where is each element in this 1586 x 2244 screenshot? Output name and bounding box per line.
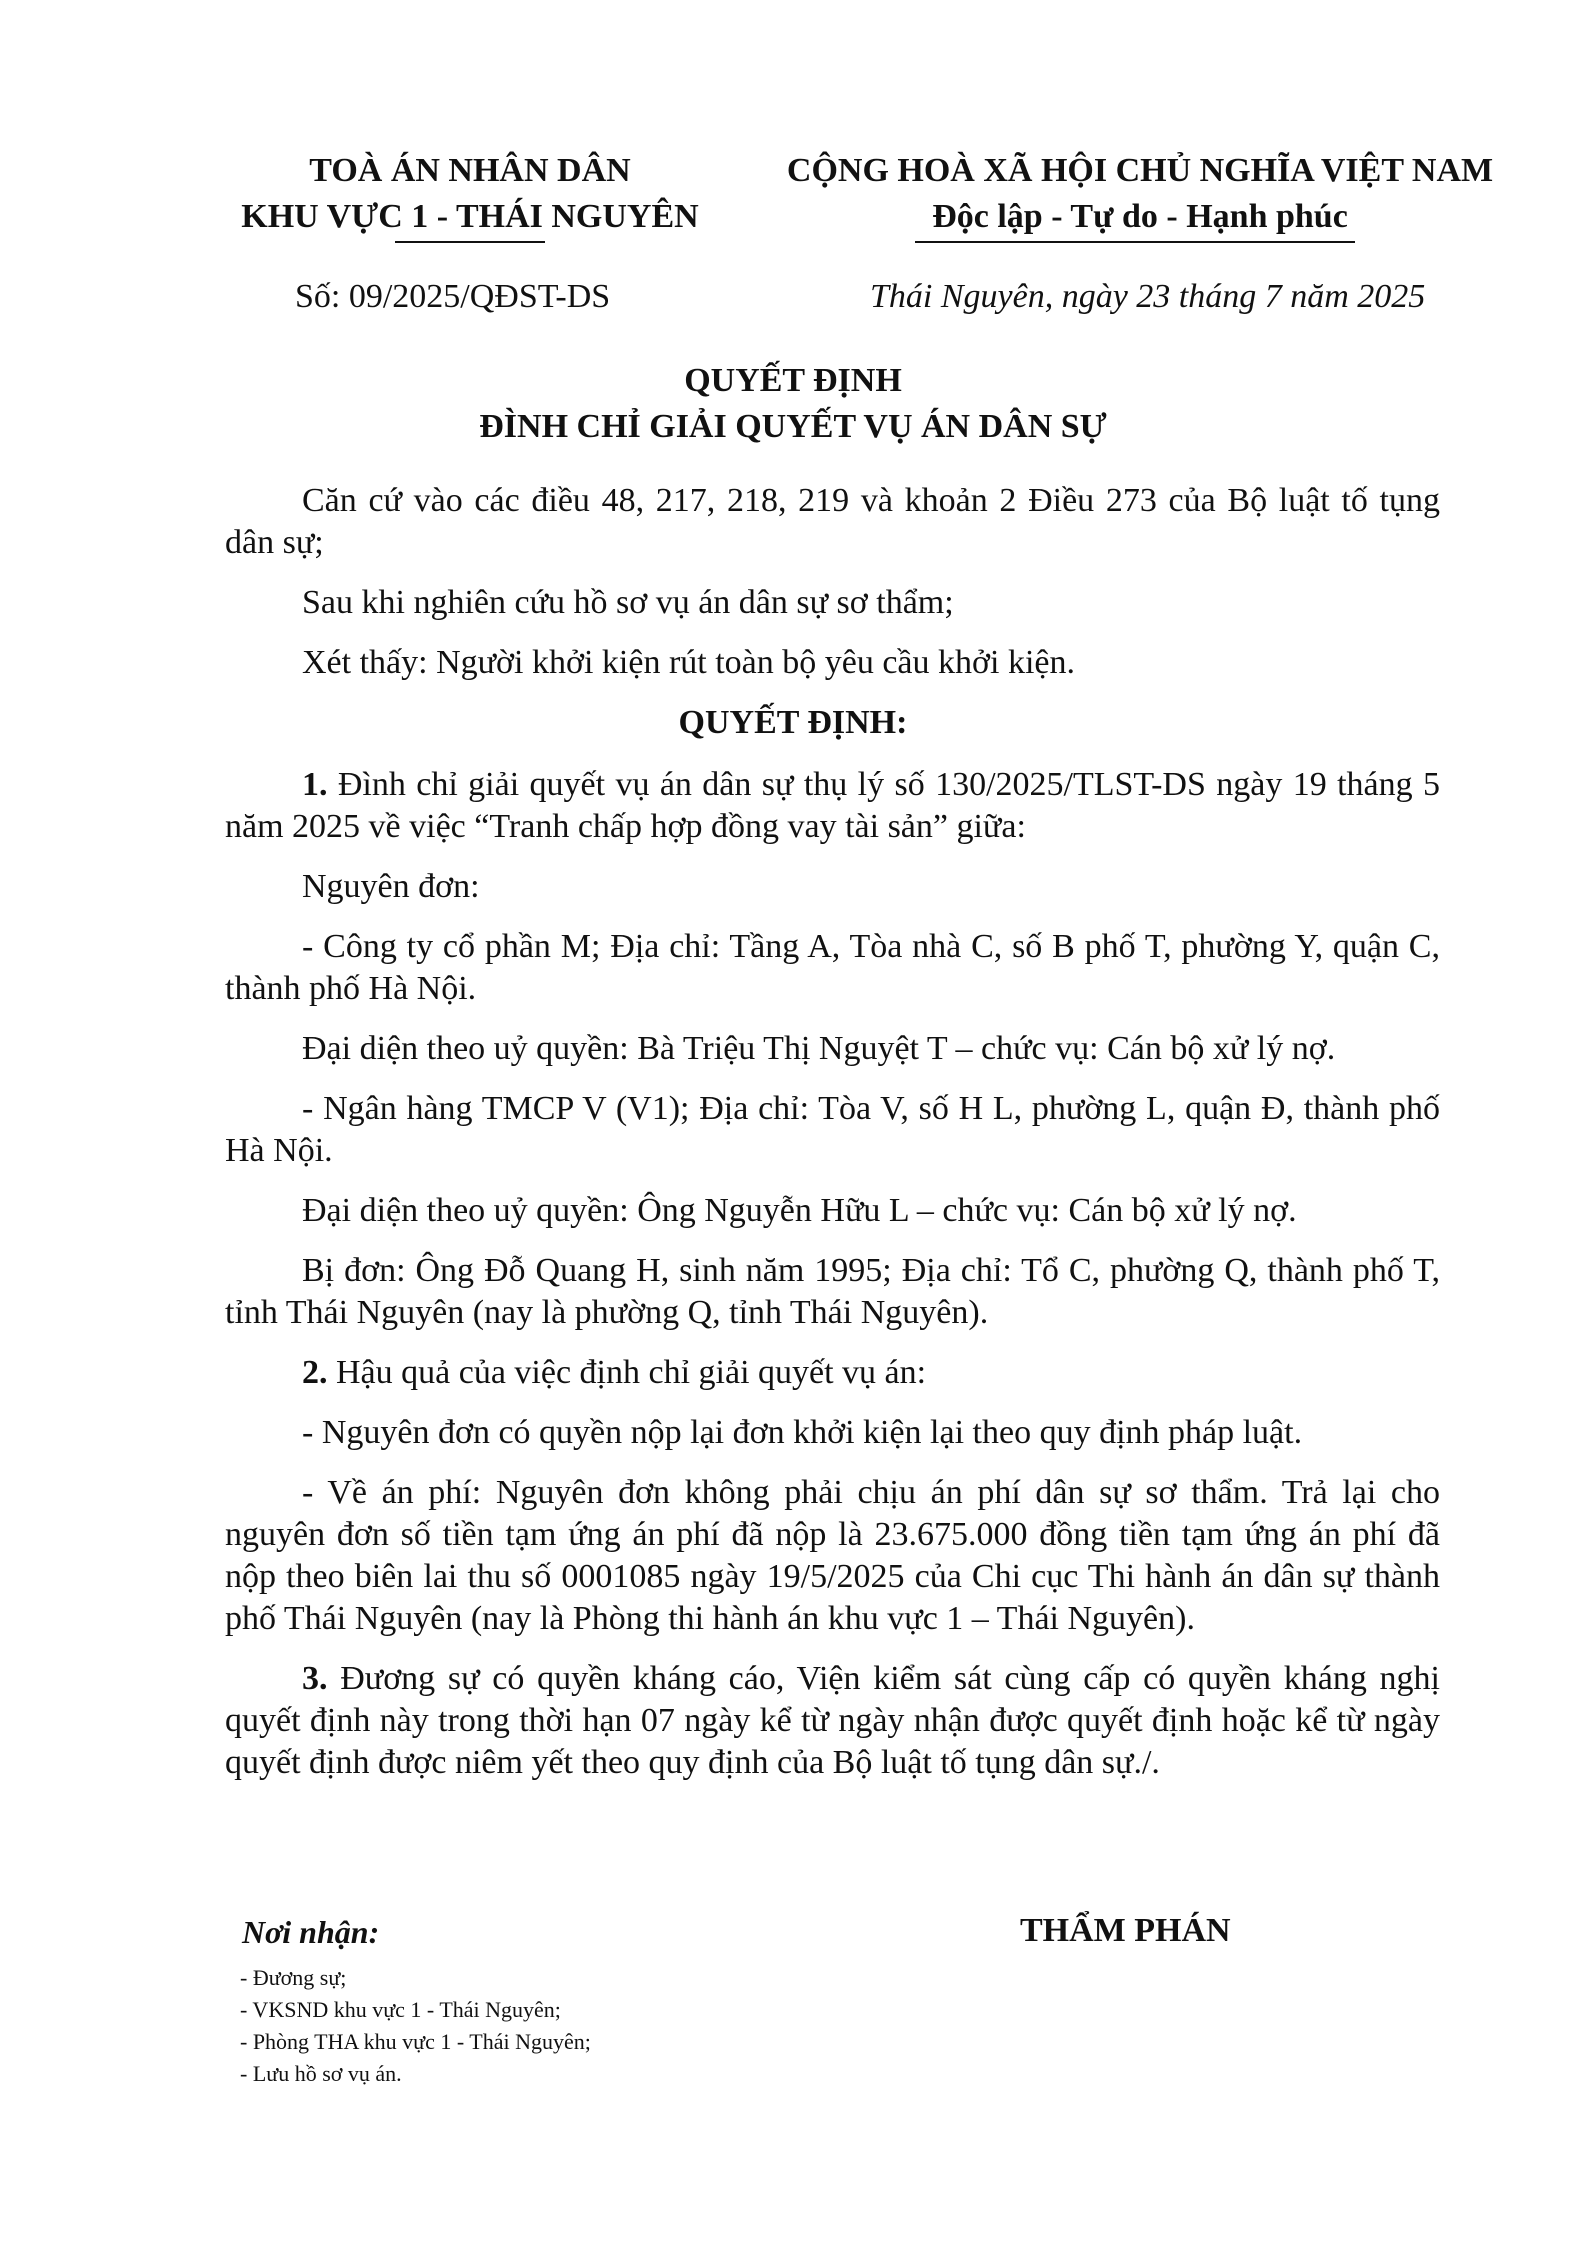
item-2-number: 2. xyxy=(302,1354,328,1391)
preamble-finding: Xét thấy: Người khởi kiện rút toàn bộ yêu cầu khởi kiện. xyxy=(302,644,1075,681)
recipient-item: - Phòng THA khu vực 1 - Thái Nguyên; xyxy=(240,2029,591,2054)
item-2-text: Hậu quả của việc định chỉ giải quyết vụ án: xyxy=(327,1354,927,1391)
item-1-text: Đình chỉ giải quyết vụ án dân sự thụ lý số 130/2025/TLST-DS ngày 19 tháng 5 năm 2025 về việc “Tranh chấp hợp đồng vay tài sản” giữa: xyxy=(225,766,1440,845)
item-2-court-fee: - Về án phí: Nguyên đơn không phải chịu án phí dân sự sơ thẩm. Trả lại cho nguyên đơn số tiền tạm ứng án phí đã nộp là 23.675.000 đồng tiền tạm ứng án phí đã nộp theo biên lai thu số 0001085 ngày 19/5/2025 của Chi cục Thi hành án dân sự thành phố Thái Nguyên (nay là Phòng thi hành án khu vực 1 – Thái Nguyên). xyxy=(225,1474,1440,1637)
item-1 xyxy=(225,764,1440,848)
defendant: Bị đơn: Ông Đỗ Quang H, sinh năm 1995; Địa chỉ: Tổ C, phường Q, thành phố T, tỉnh Thái Nguyên (nay là phường Q, tỉnh Thái Nguyên). xyxy=(225,1252,1440,1331)
item-2 xyxy=(225,1352,1440,1394)
plaintiff-label: Nguyên đơn: xyxy=(302,868,480,905)
judge-signature-title: THẨM PHÁN xyxy=(1020,1912,1231,1949)
plaintiff-1: - Công ty cổ phần M; Địa chỉ: Tầng A, Tòa nhà C, số B phố T, phường Y, quận C, thành phố Hà Nội. xyxy=(225,928,1440,1007)
recipient-item: - VKSND khu vực 1 - Thái Nguyên; xyxy=(240,1997,561,2022)
national-header xyxy=(760,148,1520,240)
document-title xyxy=(0,358,1586,450)
plaintiff-2: - Ngân hàng TMCP V (V1); Địa chỉ: Tòa V, số H L, phường L, quận Đ, thành phố Hà Nội. xyxy=(225,1090,1440,1169)
item-3 xyxy=(225,1658,1440,1784)
recipient-item: - Lưu hồ sơ vụ án. xyxy=(240,2061,402,2086)
plaintiff-2-representative: Đại diện theo uỷ quyền: Ông Nguyễn Hữu L – chức vụ: Cán bộ xử lý nợ. xyxy=(302,1192,1297,1229)
national-header-underline xyxy=(915,241,1355,243)
item-2-right-to-refile: - Nguyên đơn có quyền nộp lại đơn khởi kiện lại theo quy định pháp luật. xyxy=(302,1414,1303,1451)
national-name: CỘNG HOÀ XÃ HỘI CHỦ NGHĨA VIỆT NAM xyxy=(786,152,1494,189)
recipient-item: - Đương sự; xyxy=(240,1965,347,1990)
decision-body xyxy=(225,764,1440,1784)
preamble xyxy=(225,480,1440,684)
preamble-review: Sau khi nghiên cứu hồ sơ vụ án dân sự sơ thẩm; xyxy=(302,584,954,621)
court-header-underline xyxy=(395,241,545,243)
national-motto: Độc lập - Tự do - Hạnh phúc xyxy=(932,198,1348,235)
item-3-text: Đương sự có quyền kháng cáo, Viện kiểm sát cùng cấp có quyền kháng nghị quyết định này trong thời hạn 07 ngày kể từ ngày nhận được quyết định hoặc kể từ ngày quyết định được niêm yết theo quy định của Bộ luật tố tụng dân sự./. xyxy=(225,1660,1440,1781)
court-area: KHU VỰC 1 - THÁI NGUYÊN xyxy=(241,198,699,235)
court-name: TOÀ ÁN NHÂN DÂN xyxy=(309,152,631,189)
place-date: Thái Nguyên, ngày 23 tháng 7 năm 2025 xyxy=(870,278,1426,315)
decision-heading: QUYẾT ĐỊNH: xyxy=(678,704,908,741)
title-line-1: QUYẾT ĐỊNH xyxy=(684,362,902,399)
plaintiff-1-representative: Đại diện theo uỷ quyền: Bà Triệu Thị Nguyệt T – chức vụ: Cán bộ xử lý nợ. xyxy=(302,1030,1336,1067)
recipients-block xyxy=(240,1916,591,2090)
decision-number: Số: 09/2025/QĐST-DS xyxy=(295,278,611,315)
recipients-title: Nơi nhận: xyxy=(242,1914,380,1950)
item-1-number: 1. xyxy=(302,766,328,803)
preamble-legal-basis: Căn cứ vào các điều 48, 217, 218, 219 và khoản 2 Điều 273 của Bộ luật tố tụng dân sự; xyxy=(225,482,1440,561)
item-3-number: 3. xyxy=(302,1660,328,1697)
court-header xyxy=(200,148,740,240)
title-line-2: ĐÌNH CHỈ GIẢI QUYẾT VỤ ÁN DÂN SỰ xyxy=(479,408,1107,445)
